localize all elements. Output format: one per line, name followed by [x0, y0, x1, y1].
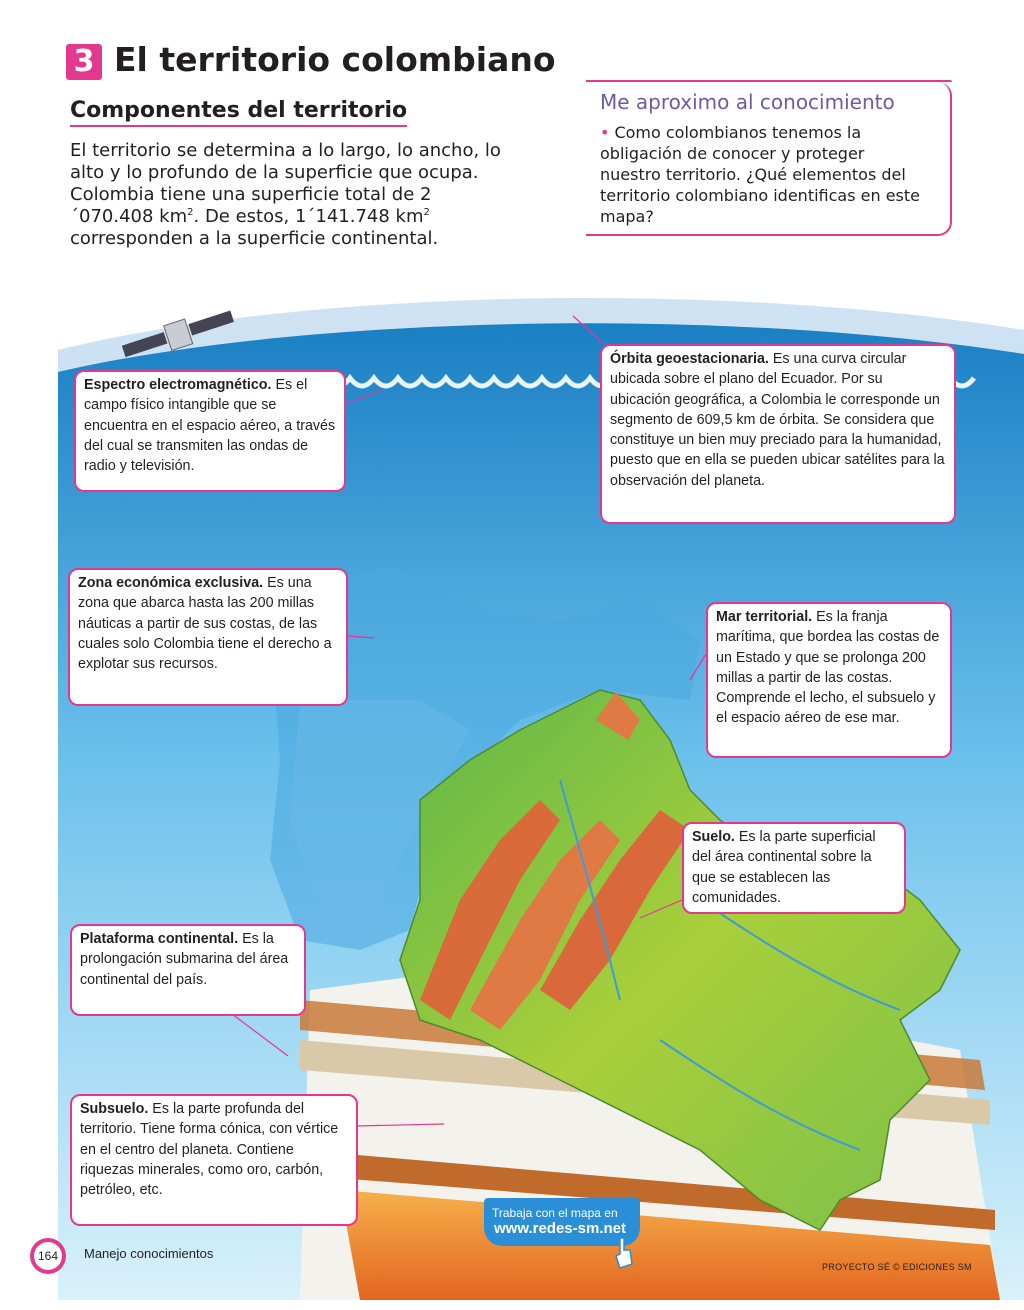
- chapter-number: 3: [66, 44, 102, 80]
- section-title: Componentes del territorio: [70, 98, 407, 127]
- callout-orbita: Órbita geoestacionaria. Es una curva circular ubicada sobre el plano del Ecuador. Por su ubicación geográfica, a Colombia le corresponde un segmento de 609,5 km de órbita. Se considera que constituye un bien muy preciado para la humanidad, puesto que en ella se pueden ubicar satélites para la observación del planeta.: [600, 344, 956, 524]
- aside-title: Me aproximo al conocimiento: [600, 90, 895, 114]
- callout-suelo: Suelo. Es la parte superficial del área continental sobre la que se establecen las comunidades.: [682, 822, 906, 914]
- callout-espectro: Espectro electromagnético. Es el campo físico intangible que se encuentra en el espacio aéreo, a través del cual se transmiten las ondas de radio y televisión.: [74, 370, 346, 492]
- web-link-url[interactable]: www.redes-sm.net: [494, 1220, 626, 1237]
- callout-mar: Mar territorial. Es la franja marítima, que bordea las costas de un Estado y que se prolonga 200 millas a partir de las costas. Comprende el lecho, el subsuelo y el espacio aéreo de ese mar.: [706, 602, 952, 758]
- callout-zona: Zona económica exclusiva. Es una zona que abarca hasta las 200 millas náuticas a partir de sus costas, de las cuales solo Colombia tiene el derecho a explotar sus recursos.: [68, 568, 348, 706]
- aside-text: • Como colombianos tenemos la obligación de conocer y proteger nuestro territorio. ¿Qué elementos del territorio colombiano identificas en este mapa?: [600, 123, 920, 226]
- intro-paragraph: El territorio se determina a lo largo, lo ancho, lo alto y lo profundo de la superficie que ocupa. Colombia tiene una superficie total de 2´070.408 $km^2$. De estos, 1´141.748 $km^2$ corresponden a la superficie continental.: [70, 140, 501, 249]
- page-number: 164: [34, 1242, 62, 1270]
- chapter-title: El territorio colombiano: [114, 40, 556, 79]
- pointer-hand-icon: [612, 1236, 636, 1272]
- web-link-label: Trabaja con el mapa en: [492, 1206, 618, 1220]
- footer-credit: PROYECTO SÉ © EDICIONES SM: [822, 1262, 972, 1272]
- footer-section: Manejo conocimientos: [84, 1246, 214, 1261]
- callout-plataforma: Plataforma continental. Es la prolongación submarina del área continental del país.: [70, 924, 306, 1016]
- callout-subsuelo: Subsuelo. Es la parte profunda del territorio. Tiene forma cónica, con vértice en el centro del planeta. Contiene riquezas minerales, como oro, carbón, petróleo, etc.: [70, 1094, 358, 1226]
